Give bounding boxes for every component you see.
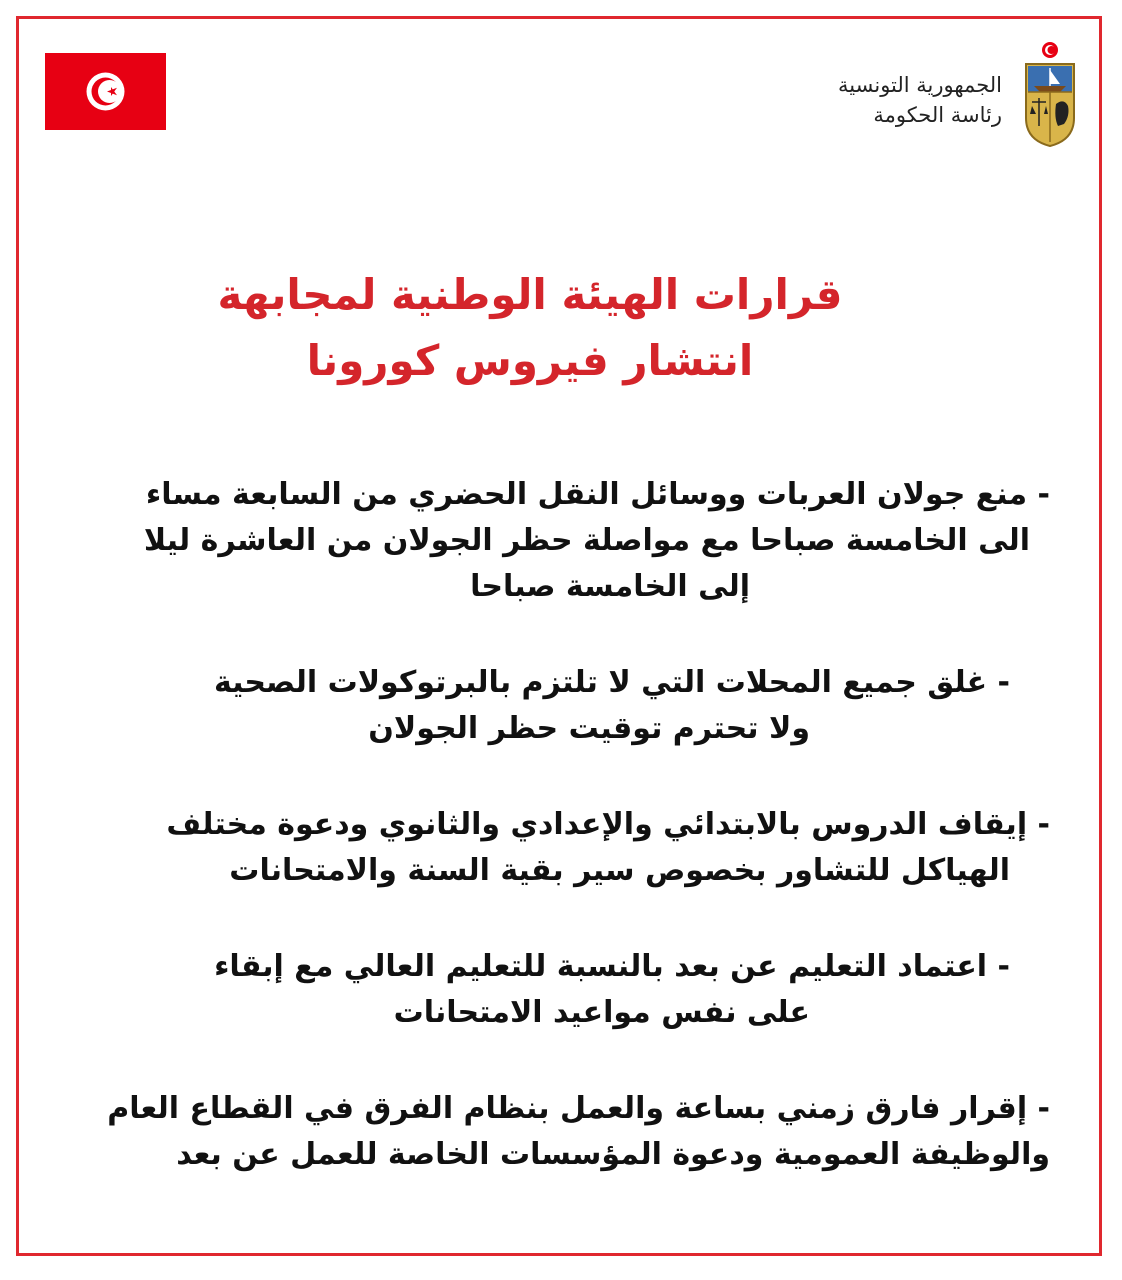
decision-item (40, 660, 1080, 752)
decision-line: - إيقاف الدروس بالابتدائي والإعدادي والثانوي ودعوة مختلف (166, 807, 1050, 842)
decision-line: والوظيفة العمومية ودعوة المؤسسات الخاصة للعمل عن بعد (176, 1137, 1050, 1172)
decision-line: - اعتماد التعليم عن بعد بالنسبة للتعليم العالي مع إبقاء (214, 949, 1010, 984)
title-line-1: قرارات الهيئة الوطنية لمجابهة (217, 270, 843, 319)
presidency-name: رئاسة الحكومة (873, 103, 1002, 127)
header-text (742, 70, 1002, 130)
decision-line: - غلق جميع المحلات التي لا تلتزم بالبرتوكولات الصحية (213, 665, 1010, 700)
decision-item (40, 1086, 1080, 1178)
decision-line: - إقرار فارق زمني بساعة والعمل بنظام الفرق في القطاع العام (107, 1091, 1050, 1126)
republic-name: الجمهورية التونسية (838, 73, 1002, 97)
decision-item (40, 944, 1080, 1036)
tunisia-flag-icon (45, 53, 166, 130)
decision-line: - منع جولان العربات ووسائل النقل الحضري من السابعة مساء (145, 477, 1050, 512)
title-line-2: انتشار فيروس كورونا (306, 336, 754, 385)
decision-line: إلى الخامسة صباحا (470, 569, 750, 604)
decisions-list (40, 472, 1080, 1228)
decision-line: الهياكل للتشاور بخصوص سير بقية السنة والامتحانات (229, 853, 1010, 888)
coat-of-arms-icon (1016, 40, 1084, 148)
decision-line: الى الخامسة صباحا مع مواصلة حظر الجولان من العاشرة ليلا (143, 523, 1030, 558)
decision-item (40, 472, 1080, 610)
decision-item (40, 802, 1080, 894)
decision-line: ولا تحترم توقيت حظر الجولان (368, 711, 810, 746)
page-title (100, 262, 960, 394)
decision-line: على نفس مواعيد الامتحانات (393, 995, 810, 1030)
